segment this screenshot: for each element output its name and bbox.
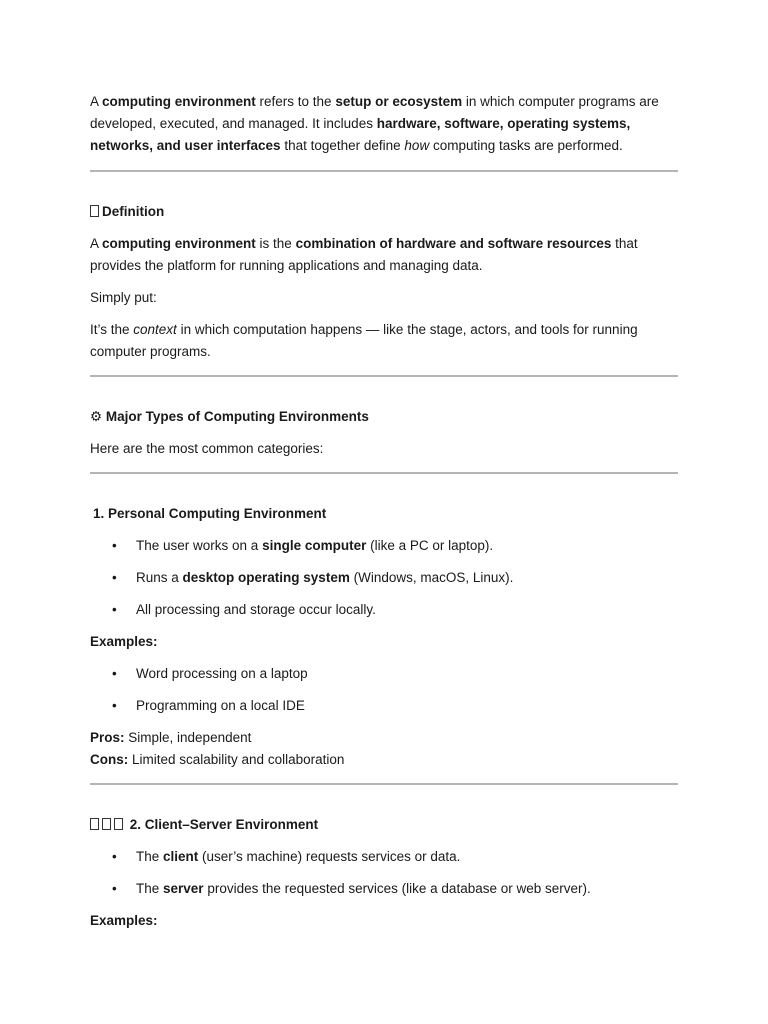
text: The — [136, 881, 164, 896]
examples-label — [90, 631, 678, 653]
text: is the — [255, 236, 296, 251]
list-item — [90, 567, 678, 589]
text: A — [90, 94, 103, 109]
cons-text: Limited scalability and collaboration — [128, 752, 345, 767]
personal-examples-list — [90, 663, 678, 717]
text: It’s the — [90, 322, 134, 337]
client-server-heading — [90, 814, 678, 836]
personal-bullet-list — [90, 535, 678, 621]
pros-cons — [90, 727, 678, 771]
bold-text: setup or ecosystem — [335, 94, 463, 109]
bold-text: computing environment — [102, 236, 256, 251]
bold-text: server — [163, 881, 204, 896]
text: The — [136, 849, 164, 864]
client-server-bullet-list — [90, 846, 678, 900]
cons-label: Cons: — [90, 752, 129, 767]
text: computing tasks are performed. — [429, 138, 623, 153]
context-paragraph — [90, 319, 678, 363]
text: (user’s machine) requests services or data. — [198, 849, 461, 864]
text: Runs a — [136, 570, 183, 585]
text: (Windows, macOS, Linux). — [349, 570, 514, 585]
divider — [90, 375, 678, 377]
bold-text: client — [163, 849, 199, 864]
list-item — [90, 878, 678, 900]
gear-icon: ⚙ — [90, 409, 103, 425]
italic-text: context — [133, 322, 177, 337]
types-heading — [90, 406, 678, 428]
pros-label: Pros: — [90, 730, 125, 745]
list-item: • Word processing on a laptop — [90, 663, 678, 685]
text: in which computation happens — like the stage, actors, and tools for running computer programs. — [90, 322, 638, 359]
bold-text: Examples: — [90, 634, 158, 649]
text: The user works on a — [136, 538, 263, 553]
heading-text: Definition — [102, 204, 165, 219]
text: that provides the platform for running applications and managing data. — [90, 236, 638, 273]
divider — [90, 472, 678, 474]
simply-put-paragraph: Simply put: — [90, 290, 157, 305]
list-item — [90, 846, 678, 868]
text: refers to the — [255, 94, 336, 109]
missing-glyph-icon — [102, 818, 111, 830]
definition-heading — [90, 201, 678, 223]
text: (like a PC or laptop). — [366, 538, 494, 553]
italic-text: how — [404, 138, 430, 153]
missing-glyph-icon — [114, 818, 123, 830]
text: A — [90, 236, 103, 251]
text: in which computer programs are developed, executed, and managed. It includes — [90, 94, 659, 131]
text: provides the requested services (like a database or web server). — [203, 881, 591, 896]
definition-paragraph — [90, 233, 678, 277]
bold-text: single computer — [262, 538, 367, 553]
missing-glyph-icon — [90, 818, 99, 830]
missing-glyph-icon — [90, 205, 99, 217]
bold-text: hardware, software, operating systems, networks, and user interfaces — [90, 116, 631, 153]
bold-text: combination of hardware and software resources — [295, 236, 612, 251]
heading-text: Major Types of Computing Environments — [105, 409, 369, 424]
bold-text: desktop operating system — [182, 570, 350, 585]
text: All processing and storage occur locally. — [136, 602, 376, 617]
divider — [90, 783, 678, 785]
bold-text: Examples: — [90, 913, 158, 928]
examples-label — [90, 910, 678, 932]
divider — [90, 170, 678, 172]
list-item — [90, 599, 678, 621]
heading-text: 2. Client–Server Environment — [129, 817, 319, 832]
pros-text: Simple, independent — [124, 730, 252, 745]
personal-heading: 1. Personal Computing Environment — [93, 506, 327, 521]
text: that together define — [280, 138, 405, 153]
intro-paragraph — [90, 91, 678, 157]
list-item: • Programming on a local IDE — [90, 695, 678, 717]
bold-text: computing environment — [102, 94, 256, 109]
list-item — [90, 535, 678, 557]
types-intro: Here are the most common categories: — [90, 441, 324, 456]
